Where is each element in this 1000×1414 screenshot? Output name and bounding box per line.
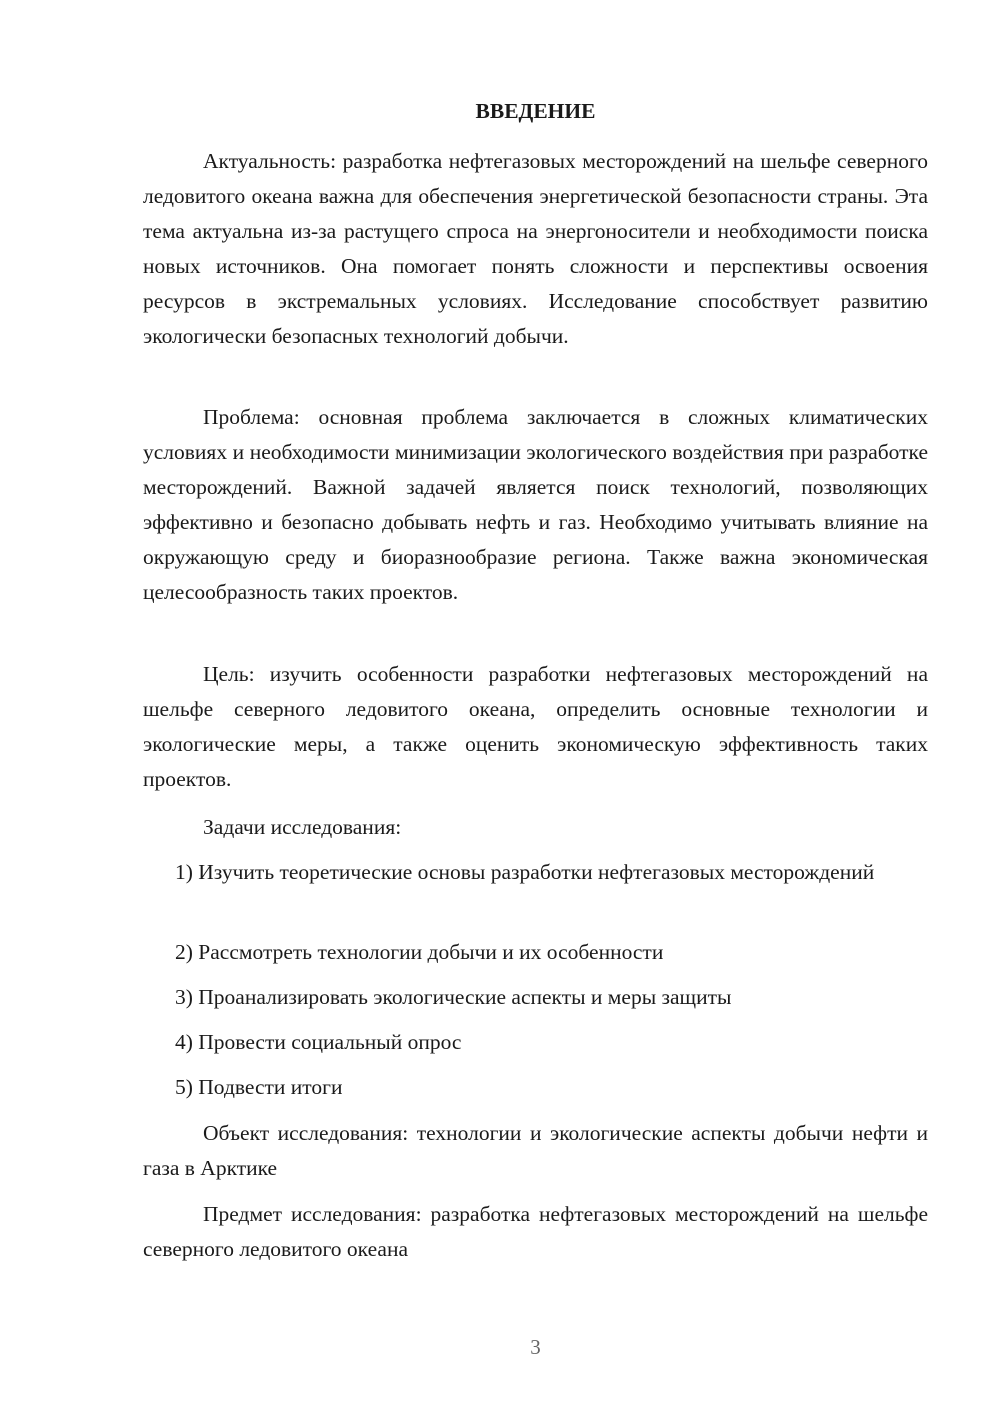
task-item: 2) Рассмотреть технологии добычи и их особенности: [175, 940, 664, 964]
task-item: 3) Проанализировать экологические аспекты и меры защиты: [175, 985, 732, 1009]
task-item: 5) Подвести итоги: [175, 1075, 343, 1099]
section-title: ВВЕДЕНИЕ: [475, 99, 596, 123]
document-page: [143, 0, 928, 1414]
object-paragraph: Объект исследования: технологии и экологические аспекты добычи нефти и газа в Арктике: [143, 1121, 928, 1180]
task-item: 1) Изучить теоретические основы разработки нефтегазовых месторождений: [175, 860, 875, 884]
goal-paragraph: Цель: изучить особенности разработки нефтегазовых месторождений на шельфе северного ледовитого океана, определить основные технологии и экологические меры, а также оценить экономическую эффективность таких проектов.: [143, 662, 928, 791]
subject-paragraph: Предмет исследования: разработка нефтегазовых месторождений на шельфе северного ледовитого океана: [143, 1202, 928, 1261]
page-number: 3: [530, 1335, 541, 1359]
relevance-paragraph: Актуальность: разработка нефтегазовых месторождений на шельфе северного ледовитого океана важна для обеспечения энергетической безопасности страны. Эта тема актуальна из-за растущего спроса на энергоносители и необходимости поиска новых источников. Она помогает понять сложности и перспективы освоения ресурсов в экстремальных условиях. Исследование способствует развитию экологически безопасных технологий добычи.: [143, 149, 928, 348]
problem-paragraph: Проблема: основная проблема заключается в сложных климатических условиях и необходимости минимизации экологического воздействия при разработке месторождений. Важной задачей является поиск технологий, позволяющих эффективно и безопасно добывать нефть и газ. Необходимо учитывать влияние на окружающую среду и биоразнообразие региона. Также важна экономическая целесообразность таких проектов.: [143, 405, 928, 604]
task-item: 4) Провести социальный опрос: [175, 1030, 462, 1054]
tasks-heading: Задачи исследования:: [203, 815, 402, 839]
